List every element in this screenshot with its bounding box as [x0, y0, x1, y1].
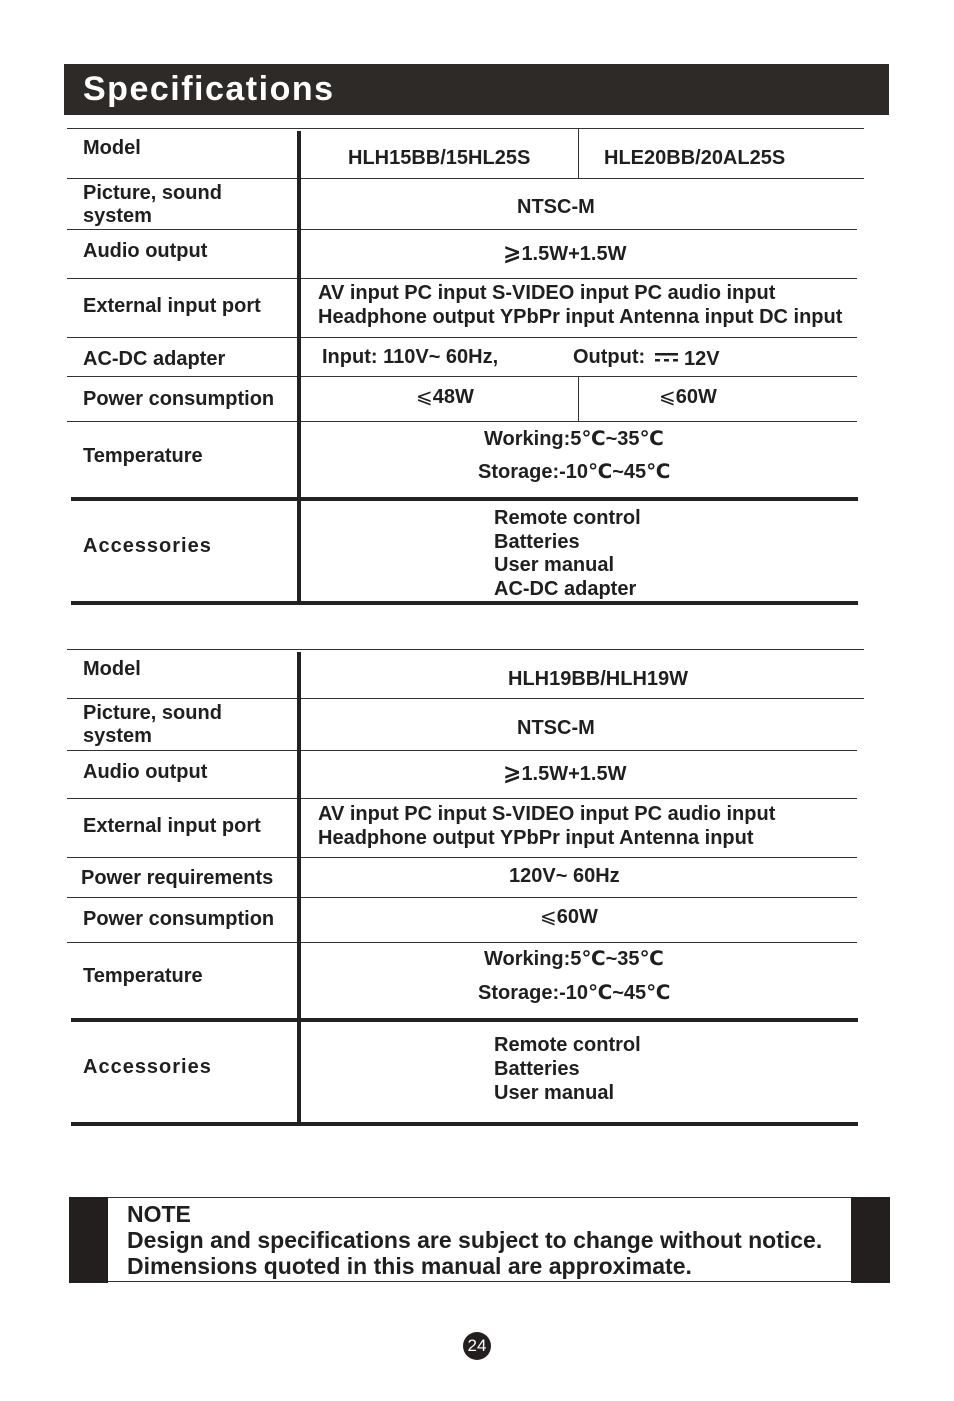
page-number-badge: 24	[463, 1332, 491, 1360]
external-input-port-line-2: Headphone output YPbPr input Antenna input DC input	[318, 306, 843, 328]
page-title: Specifications	[83, 70, 335, 108]
audio-output-value	[503, 761, 626, 786]
picture-sound-value: NTSC-M	[517, 717, 595, 739]
greater-or-equal-icon: ⩾	[503, 240, 522, 265]
adapter-output-value: 12V	[684, 348, 720, 370]
external-input-port-line-1: AV input PC input S-VIDEO input PC audio input	[318, 282, 776, 304]
greater-or-equal-icon: ⩾	[503, 760, 522, 785]
picture-sound-label	[83, 182, 222, 228]
external-input-port-label: External input port	[83, 815, 261, 837]
temperature-storage: Storage:-10℃~45℃	[478, 461, 671, 483]
model-value: HLH19BB/HLH19W	[508, 668, 689, 690]
accessory-item: Remote control	[494, 1034, 641, 1056]
accessory-item: Remote control	[494, 507, 641, 529]
dc-current-icon	[655, 352, 679, 364]
accessory-item: User manual	[494, 1082, 615, 1104]
temperature-label: Temperature	[83, 445, 203, 467]
ac-dc-adapter-label: AC-DC adapter	[83, 348, 226, 370]
audio-output-label: Audio output	[83, 761, 208, 783]
audio-output-value	[503, 241, 626, 266]
temperature-storage: Storage:-10℃~45℃	[478, 982, 671, 1004]
adapter-output-label: Output:	[573, 346, 646, 368]
note-right-bar	[851, 1197, 890, 1283]
accessory-item: AC-DC adapter	[494, 578, 637, 600]
audio-output-label: Audio output	[83, 240, 208, 262]
temperature-label: Temperature	[83, 965, 203, 987]
model-value-b: HLE20BB/20AL25S	[604, 147, 786, 169]
power-consumption-label: Power consumption	[83, 388, 275, 410]
external-input-port-line-2: Headphone output YPbPr input Antenna input	[318, 827, 754, 849]
picture-sound-label	[83, 702, 222, 748]
picture-sound-value: NTSC-M	[517, 196, 595, 218]
less-or-equal-icon: ⩽	[416, 386, 433, 408]
power-consumption-value-a	[416, 385, 474, 409]
power-consumption-label: Power consumption	[83, 908, 275, 930]
note-line-2: Dimensions quoted in this manual are approximate.	[127, 1253, 692, 1279]
model-value-a: HLH15BB/15HL25S	[348, 147, 531, 169]
power-b-text: 60W	[675, 386, 717, 408]
audio-output-text: 1.5W+1.5W	[521, 763, 627, 785]
audio-output-text: 1.5W+1.5W	[521, 243, 627, 265]
note-left-bar	[69, 1197, 108, 1283]
accessory-item: Batteries	[494, 531, 580, 553]
accessory-item: Batteries	[494, 1058, 580, 1080]
accessory-item: User manual	[494, 554, 615, 576]
accessories-label: Accessories	[83, 535, 212, 557]
external-input-port-line-1: AV input PC input S-VIDEO input PC audio input	[318, 803, 776, 825]
picture-sound-label-line-2: system	[83, 725, 152, 747]
note-line-1: Design and specifications are subject to change without notice.	[127, 1227, 823, 1253]
picture-sound-label-line-1: Picture, sound	[83, 702, 222, 724]
less-or-equal-icon: ⩽	[659, 386, 676, 408]
power-requirements-label: Power requirements	[81, 867, 274, 889]
adapter-input-value: Input: 110V~ 60Hz,	[322, 346, 499, 368]
power-text: 60W	[556, 906, 598, 928]
temperature-working: Working:5℃~35℃	[484, 428, 664, 450]
power-requirements-value: 120V~ 60Hz	[509, 865, 620, 887]
picture-sound-label-line-2: system	[83, 205, 152, 227]
external-input-port-label: External input port	[83, 295, 261, 317]
less-or-equal-icon: ⩽	[540, 906, 557, 928]
model-label: Model	[83, 658, 141, 680]
power-a-text: 48W	[432, 386, 474, 408]
picture-sound-label-line-1: Picture, sound	[83, 182, 222, 204]
note-heading: NOTE	[127, 1201, 191, 1227]
temperature-working: Working:5℃~35℃	[484, 948, 664, 970]
power-consumption-value	[540, 905, 598, 929]
power-consumption-value-b	[659, 385, 717, 409]
model-label: Model	[83, 137, 141, 159]
accessories-label: Accessories	[83, 1056, 212, 1078]
